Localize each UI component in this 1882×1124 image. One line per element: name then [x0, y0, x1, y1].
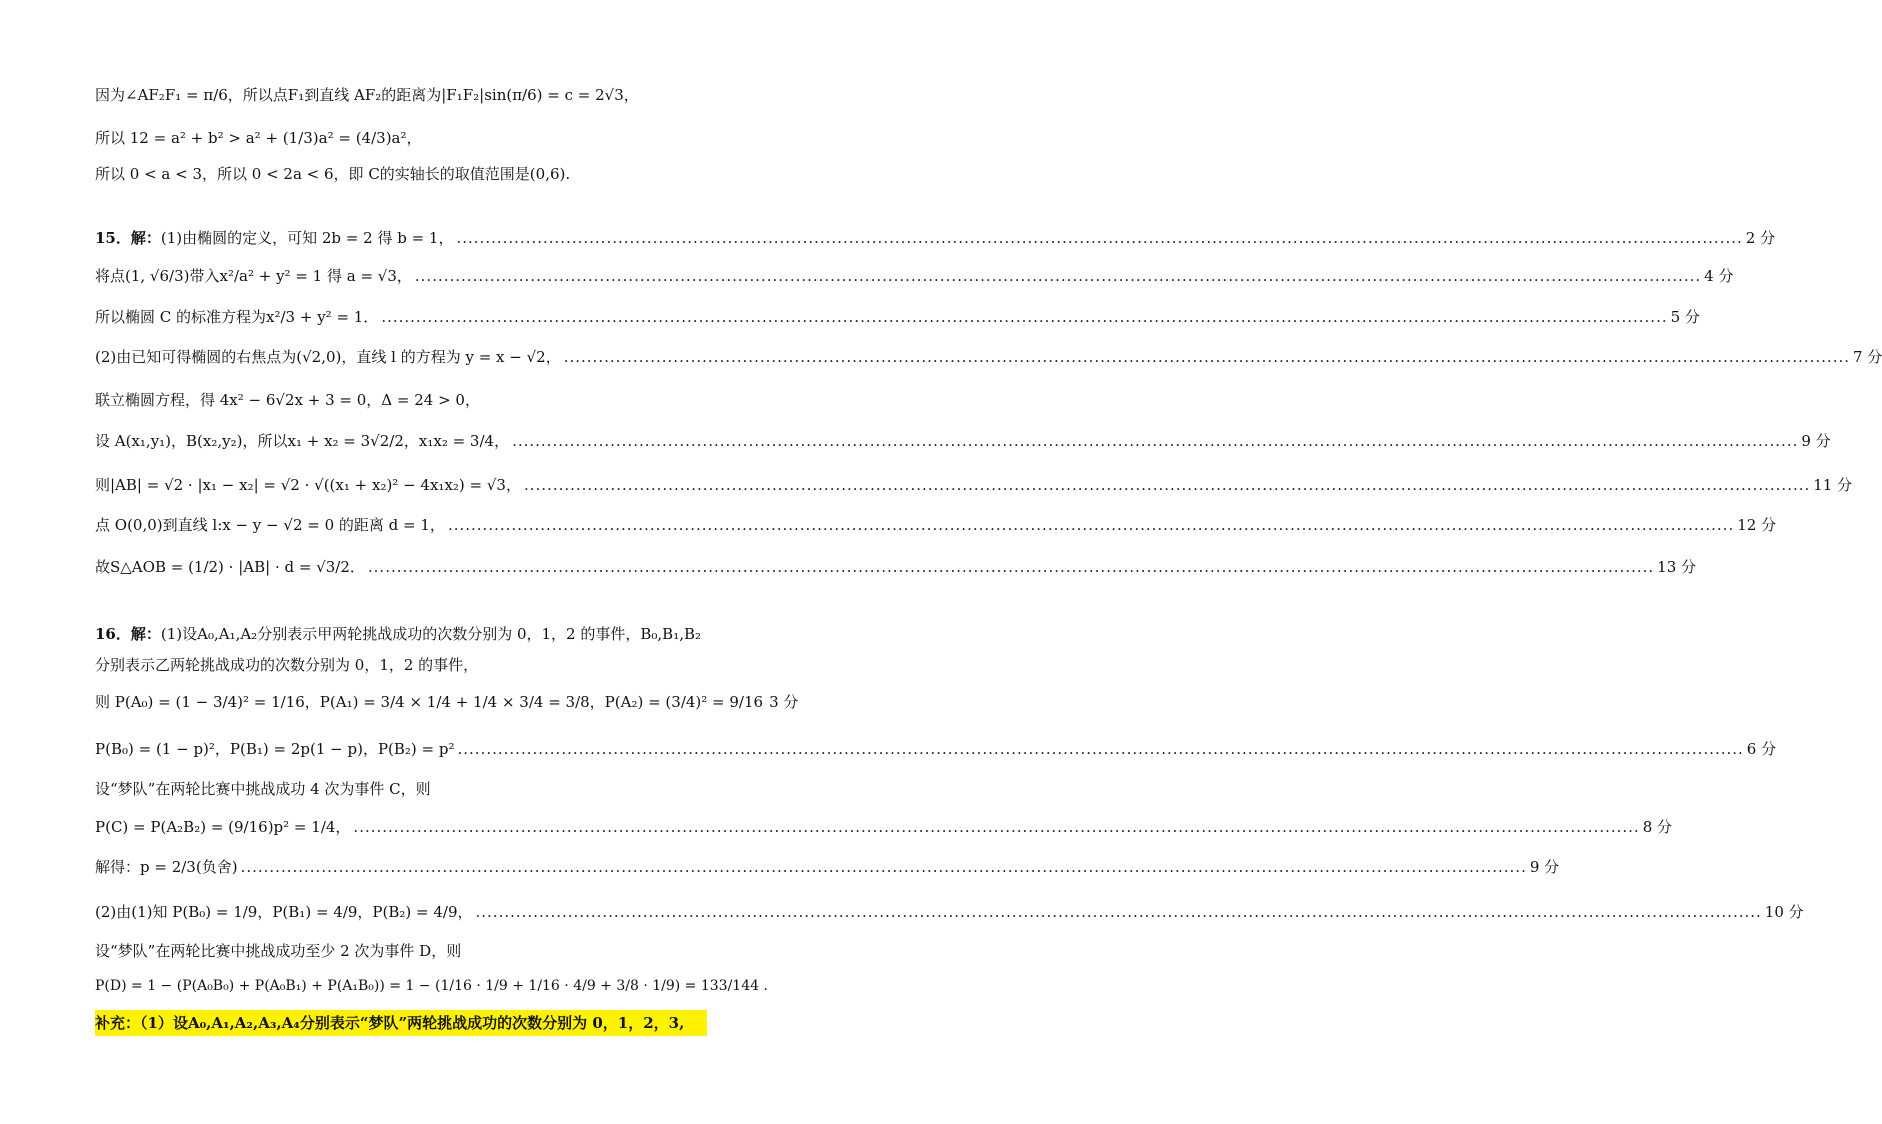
q15-number: 15．解：: [95, 229, 161, 247]
leader-dots: [353, 816, 1639, 838]
leader-dots: [368, 556, 1654, 578]
q15-line-1: 15．解：(1)由椭圆的定义，可知 2b = 2 得 b = 1， ..... 2 分: [95, 227, 699, 249]
q16-number: 16．解：: [95, 625, 161, 643]
q15-line-8: 点 O(0,0)到直线 l:x − y − √2 = 0 的距离 d = 1， ..... 12 分: [95, 514, 699, 536]
q15-line-7: 则|AB| = √2 · |x₁ − x₂| = √2 · √((x₁ + x₂)² − 4x₁x₂) = √3， ..... 11 分: [95, 474, 699, 496]
leader-dots: [524, 474, 1810, 496]
q15-line-2: 将点(1, √6/3)带入x²/a² + y² = 1 得 a = √3， ..... 4 分: [95, 265, 699, 287]
intro-line-1: 因为∠AF₂F₁ = π/6，所以点F₁到直线 AF₂的距离为|F₁F₂|sin(π/6) = c = 2√3，: [95, 86, 639, 104]
score-label: 3 分: [769, 693, 799, 711]
q16-line-10: P(D) = 1 − (P(A₀B₀) + P(A₀B₁) + P(A₁B₀)) = 1 − (1/16 · 1/9 + 1/16 · 4/9 + 3/8 · 1/9) = 133/144 ．: [95, 978, 778, 994]
score-label: 8 分: [1642, 818, 1673, 836]
intro-line-2: 所以 12 = a² + b² > a² + (1/3)a² = (4/3)a²，: [95, 129, 422, 147]
intro-line-3: 所以 0 < a < 3，所以 0 < 2a < 6，即 C的实轴长的取值范围是(0,6).: [95, 165, 571, 183]
score-label: 5 分: [1670, 308, 1700, 326]
leader-dots: [448, 514, 1734, 536]
leader-dots: [456, 227, 1742, 249]
q16-line-1: 16．解：(1)设A₀,A₁,A₂分别表示甲两轮挑战成功的次数分别为 0，1，2 的事件，B₀,B₁,B₂: [95, 625, 702, 643]
leader-dots: [458, 738, 1744, 760]
score-label: 12 分: [1737, 516, 1777, 534]
leader-dots: [476, 901, 1762, 923]
q16-line-2: 分别表示乙两轮挑战成功的次数分别为 0，1，2 的事件，: [95, 656, 479, 674]
q16-line-9: 设“梦队”在两轮比赛中挑战成功至少 2 次为事件 D，则: [95, 942, 462, 960]
leader-dots: [381, 306, 1667, 328]
q16-line-6: P(C) = P(A₂B₂) = (9/16)p² = 1/4， ..... 8 分: [95, 816, 699, 838]
leader-dots: [241, 856, 1527, 878]
score-label: 9 分: [1801, 432, 1831, 450]
leader-dots: [415, 265, 1701, 287]
score-label: 2 分: [1745, 229, 1776, 247]
score-label: 10 分: [1764, 903, 1804, 921]
leader-dots: [564, 346, 1850, 368]
q15-line-4: (2)由已知可得椭圆的右焦点为(√2,0)，直线 l 的方程为 y = x − √2， ..... 7 分: [95, 346, 699, 368]
score-label: 6 分: [1746, 740, 1777, 758]
q16-line-7: 解得：p = 2/3(负舍) ..... 9 分: [95, 856, 699, 878]
q15-line-6: 设 A(x₁,y₁)，B(x₂,y₂)，所以x₁ + x₂ = 3√2/2，x₁x₂ = 3/4， ..... 9 分: [95, 430, 699, 452]
q16-line-3: 则 P(A₀) = (1 − 3/4)² = 1/16，P(A₁) = 3/4 × 1/4 + 1/4 × 3/4 = 3/8，P(A₂) = (3/4)² = 9/16 3 分: [95, 693, 799, 711]
q16-line-4: P(B₀) = (1 − p)²，P(B₁) = 2p(1 − p)，P(B₂) = p² ..... 6 分: [95, 738, 699, 760]
score-label: 13 分: [1657, 558, 1697, 576]
q15-line-3: 所以椭圆 C 的标准方程为x²/3 + y² = 1． ..... 5 分: [95, 306, 699, 328]
q16-line-5: 设“梦队”在两轮比赛中挑战成功 4 次为事件 C，则: [95, 780, 431, 798]
score-label: 4 分: [1704, 267, 1734, 285]
score-label: 11 分: [1813, 476, 1853, 494]
leader-dots: [512, 430, 1798, 452]
supplement-text: 补充：（1）设A₀,A₁,A₂,A₃,A₄分别表示“梦队”两轮挑战成功的次数分别为 0，1，2，3,: [95, 1014, 685, 1032]
q16-line-8: (2)由(1)知 P(B₀) = 1/9，P(B₁) = 4/9，P(B₂) = 4/9， ..... 10 分: [95, 901, 699, 923]
score-label: 7 分: [1853, 348, 1882, 366]
score-label: 9 分: [1529, 858, 1560, 876]
q15-line-5: 联立椭圆方程，得 4x² − 6√2x + 3 = 0，Δ = 24 > 0，: [95, 391, 480, 409]
q15-line-9: 故S△AOB = (1/2) · |AB| · d = √3/2． ..... 13 分: [95, 556, 699, 578]
